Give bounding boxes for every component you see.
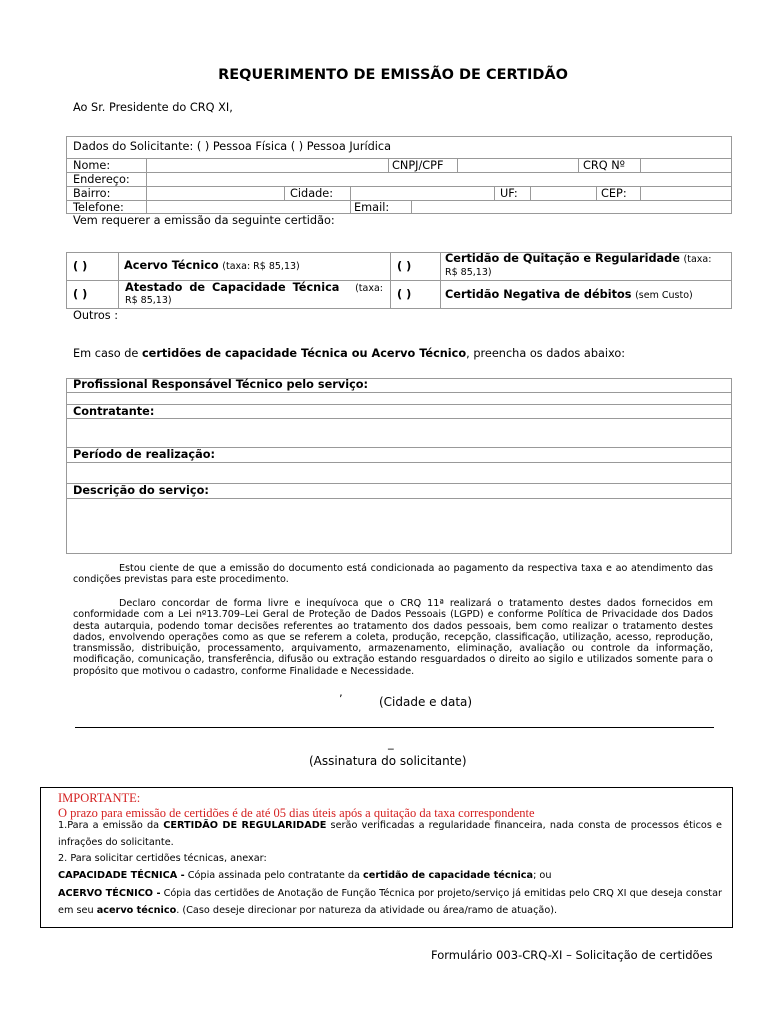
- negativa-option: [445, 288, 693, 301]
- quitacao-label: Certidão de Quitação e Regularidade: [445, 252, 680, 265]
- negativa-checkbox[interactable]: ( ): [397, 288, 412, 301]
- periodo-field[interactable]: [67, 463, 731, 483]
- quitacao-fee: (taxa:: [683, 254, 712, 265]
- atestado-option: [125, 281, 383, 294]
- profissional-label: Profissional Responsável Técnico pelo serviço:: [73, 378, 369, 391]
- profissional-field[interactable]: [67, 393, 731, 404]
- cap-bold2: certidão de capacidade técnica: [363, 870, 534, 881]
- crq-field[interactable]: [641, 159, 731, 172]
- crq-label: CRQ Nº: [583, 159, 625, 172]
- cap-text: Cópia assinada pelo contratante da: [184, 870, 364, 881]
- city-date-label: (Cidade e data): [379, 695, 473, 709]
- acervo-bold2: acervo técnico: [96, 905, 177, 916]
- item1-pre: 1.Para a emissão da: [58, 820, 164, 831]
- endereco-label: Endereço:: [73, 173, 130, 186]
- cidade-label: Cidade:: [290, 187, 334, 200]
- applicant-header[interactable]: Dados do Solicitante: ( ) Pessoa Física ( ) Pessoa Jurídica: [73, 140, 392, 153]
- uf-label: UF:: [500, 187, 518, 200]
- important-heading: IMPORTANTE:: [58, 791, 141, 805]
- contratante-field[interactable]: [67, 419, 731, 447]
- case-post: , preencha os dados abaixo:: [466, 347, 626, 360]
- negativa-label: Certidão Negativa de débitos: [445, 288, 632, 301]
- acervo-end: . (Caso deseje direcionar por natureza da atividade ou área/ramo de atuação).: [176, 905, 558, 916]
- declaration-payment: Estou ciente de que a emissão do documento está condicionada ao pagamento da respectiva taxa e ao atendimento das condições previstas para este procedimento.: [73, 563, 713, 586]
- important-item-1: [58, 817, 722, 851]
- comma-mark: ’: [339, 693, 343, 706]
- bairro-field[interactable]: [147, 187, 283, 200]
- case-instruction: [73, 347, 625, 360]
- acervo-bold: ACERVO TÉCNICO -: [58, 888, 161, 899]
- declaration-lgpd: Declaro concordar de forma livre e inequívoca que o CRQ 11ª realizará o tratamento destes dados fornecidos em conformidade com a Lei nº13.709–Lei Geral de Proteção de Dados Pessoais (LGPD) e conforme Política de Privacidade dos Dados desta autarquia, podendo tomar decisões referentes ao tratamento dos dados pessoais, bem como realizar o tratamento destes dados, envolvendo operações como as que se referem a coleta, produção, recepção, classificação, utilização, acesso, reprodução, transmissão, distribuição, processamento, arquivamento, armazenamento, eliminação, avaliação ou controle da informação, modificação, comunicação, transferência, difusão ou extração estando resguardados o direito ao sigilo e utilizados somente para o propósito que motivou o cadastro, conforme Finalidade e Necessidade.: [73, 598, 713, 677]
- case-bold: certidões de capacidade Técnica ou Acervo Técnico: [141, 347, 467, 360]
- atestado-fee-value: R$ 85,13): [125, 295, 172, 306]
- endereco-field[interactable]: [147, 173, 731, 186]
- acervo-fee: (taxa: R$ 85,13): [222, 261, 300, 272]
- email-field[interactable]: [412, 201, 731, 214]
- signature-line[interactable]: [75, 727, 714, 728]
- nome-field[interactable]: [147, 159, 387, 172]
- atestado-fee: (taxa:: [355, 283, 383, 294]
- bairro-label: Bairro:: [73, 187, 111, 200]
- cap-bold: CAPACIDADE TÉCNICA -: [58, 870, 185, 881]
- descricao-field[interactable]: [67, 499, 731, 553]
- outros-label: Outros :: [73, 309, 119, 322]
- greeting: Ao Sr. Presidente do CRQ XI,: [73, 101, 233, 114]
- acervo-option: [124, 259, 300, 272]
- negativa-fee: (sem Custo): [635, 290, 693, 301]
- periodo-label: Período de realização:: [73, 448, 216, 461]
- important-capacidade: [58, 867, 722, 884]
- atestado-label: Atestado de Capacidade Técnica: [125, 281, 340, 294]
- important-acervo: [58, 885, 722, 919]
- item1-bold: CERTIDÃO DE REGULARIDADE: [163, 820, 327, 831]
- descricao-label: Descrição do serviço:: [73, 484, 209, 497]
- uf-field[interactable]: [531, 187, 595, 200]
- quitacao-option: [445, 252, 711, 265]
- signature-label: (Assinatura do solicitante): [309, 754, 467, 768]
- quitacao-fee-value: R$ 85,13): [445, 267, 492, 278]
- cnpj-field[interactable]: [458, 159, 577, 172]
- acervo-label: Acervo Técnico: [124, 259, 219, 272]
- deadline-notice: O prazo para emissão de certidões é de até 05 dias úteis após a quitação da taxa correspondente: [58, 806, 535, 820]
- request-line: Vem requerer a emissão da seguinte certidão:: [73, 214, 335, 227]
- atestado-checkbox[interactable]: ( ): [73, 288, 88, 301]
- cep-label: CEP:: [601, 187, 627, 200]
- signature-dash: _: [388, 737, 394, 750]
- telefone-label: Telefone:: [73, 201, 124, 214]
- item1-post: serão verificadas a regularidade financeira, nada consta de processos éticos e infrações do solicitante.: [58, 820, 722, 848]
- cidade-field[interactable]: [351, 187, 493, 200]
- telefone-field[interactable]: [147, 201, 349, 214]
- quitacao-checkbox[interactable]: ( ): [397, 260, 412, 273]
- cep-field[interactable]: [641, 187, 731, 200]
- cnpj-label: CNPJ/CPF: [392, 159, 444, 172]
- page-title: REQUERIMENTO DE EMISSÃO DE CERTIDÃO: [218, 67, 568, 83]
- important-item-2: 2. Para solicitar certidões técnicas, anexar:: [58, 853, 267, 864]
- acervo-text: Cópia das certidões de Anotação de Função Técnica por projeto/serviço já emitidas pelo CRQ XI que deseja constar em seu: [58, 888, 723, 916]
- contratante-label: Contratante:: [73, 405, 155, 418]
- cap-end: ; ou: [533, 870, 552, 881]
- acervo-checkbox[interactable]: ( ): [73, 260, 88, 273]
- footer-form-id: Formulário 003-CRQ-XI – Solicitação de certidões: [431, 948, 713, 962]
- email-label: Email:: [354, 201, 390, 214]
- nome-label: Nome:: [73, 159, 111, 172]
- case-pre: Em caso de: [73, 347, 142, 360]
